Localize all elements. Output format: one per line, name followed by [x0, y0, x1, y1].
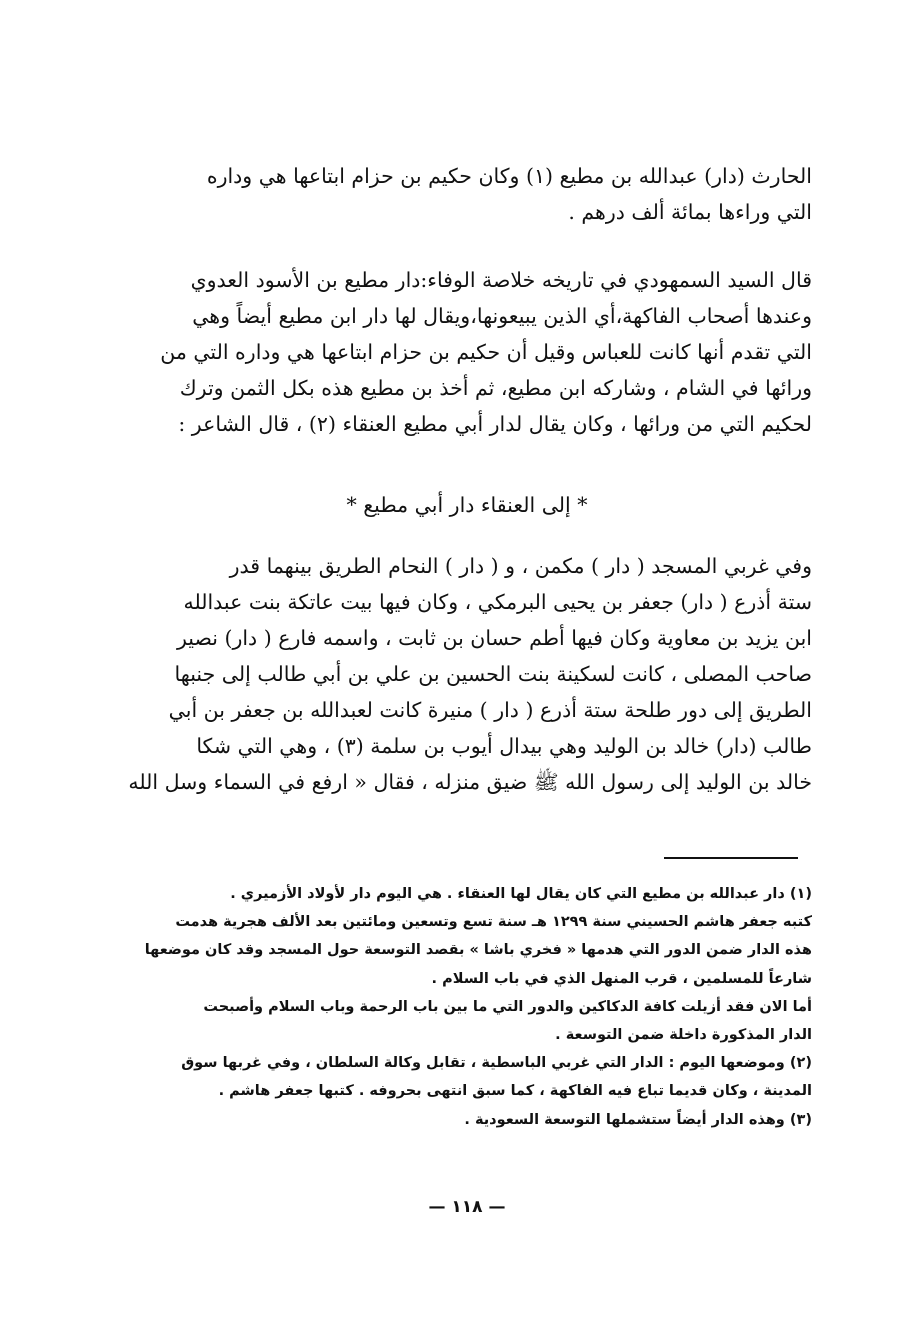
text-line: الحارث (دار) عبدالله بن مطيع (١) وكان حكيم بن حزام ابتاعها هي وداره	[206, 164, 812, 188]
footnote-1-addendum	[122, 993, 812, 1049]
footnote-line: الدار المذكورة داخلة ضمن التوسعة .	[555, 1026, 812, 1043]
text-line: صاحب المصلى ، كانت لسكينة بنت الحسين بن علي بن أبي طالب إلى جنبها	[174, 662, 812, 686]
text-line: وفي غربي المسجد ( دار ) مكمن ، و ( دار ) النحام الطريق بينهما قدر	[229, 554, 812, 578]
text-line: خالد بن الوليد إلى رسول الله ﷺ ضيق منزله ، فقال « ارفع في السماء وسل الله	[128, 770, 812, 794]
footnote-line: (١) دار عبدالله بن مطيع التي كان يقال لها العنقاء . هي اليوم دار لأولاد الأزميري .	[230, 886, 812, 902]
text-line: التي تقدم أنها كانت للعباس وقيل أن حكيم بن حزام ابتاعها هي وداره التي من	[160, 340, 812, 364]
text-line: قال السيد السمهودي في تاريخه خلاصة الوفاء:دار مطيع بن الأسود العدوي	[190, 268, 812, 292]
footnote-3	[122, 1106, 812, 1134]
text-line: ابن يزيد بن معاوية وكان فيها أطم حسان بن ثابت ، واسمه فارع ( دار) نصير	[176, 626, 812, 650]
footnotes	[122, 880, 812, 1134]
footnote-line: أما الان فقد أزيلت كافة الدكاكين والدور التي ما بين باب الرحمة وباب السلام وأصبحت	[203, 998, 812, 1015]
text-line: ورائها في الشام ، وشاركه ابن مطيع، ثم أخذ بن مطيع هذه بكل الثمن وترك	[179, 376, 812, 400]
footnote-line: (٢) وموضعها اليوم : الدار التي غربي الباسطية ، تقابل وكالة السلطان ، وفي غربها سوق	[181, 1055, 812, 1072]
text-line: وعندها أصحاب الفاكهة،أي الذين يبيعونها،ويقال لها دار ابن مطيع أيضاً وهي	[192, 304, 812, 328]
paragraph-1	[122, 158, 812, 230]
footnote-line: شارعاً للمسلمين ، قرب المنهل الذي في باب السلام .	[431, 970, 812, 987]
footnote-line: هذه الدار ضمن الدور التي هدمها « فخري باشا » بقصد التوسعة حول المسجد وقد كان موضعها	[144, 942, 812, 959]
text-line: لحكيم التي من ورائها ، وكان يقال لدار أبي مطيع العنقاء (٢) ، قال الشاعر :	[178, 412, 812, 436]
paragraph-2	[122, 262, 812, 442]
footnote-line: المدينة ، وكان قديما تباع فيه الفاكهة ، كما سبق انتهى بحروفه . كتبها جعفر هاشم .	[218, 1083, 812, 1100]
footnote-line: كتبه جعفر هاشم الحسيني سنة ١٢٩٩ هـ سنة تسع وتسعين ومائتين بعد الألف هجرية هدمت	[175, 914, 812, 931]
text-line: طالب (دار) خالد بن الوليد وهي بيدال أيوب بن سلمة (٣) ، وهي التي شكا	[196, 734, 812, 758]
paragraph-3	[122, 548, 812, 800]
text-line: ستة أذرع ( دار) جعفر بن يحيى البرمكي ، وكان فيها بيت عاتكة بنت عبدالله	[183, 590, 812, 614]
poetry-verse: * إلى العنقاء دار أبي مطيع *	[346, 493, 588, 517]
text-line: الطريق إلى دور طلحة ستة أذرع ( دار ) منيرة كانت لعبدالله بن جعفر بن أبي	[168, 698, 812, 722]
footnote-2	[122, 1049, 812, 1105]
footnote-line: (٣) وهذه الدار أيضاً ستشملها التوسعة السعودية .	[464, 1111, 812, 1128]
page-number: — ١١٨ —	[428, 1197, 506, 1217]
footnote-1	[122, 880, 812, 993]
footnote-separator	[664, 857, 798, 859]
text-line: التي وراءها بمائة ألف درهم .	[568, 200, 812, 224]
